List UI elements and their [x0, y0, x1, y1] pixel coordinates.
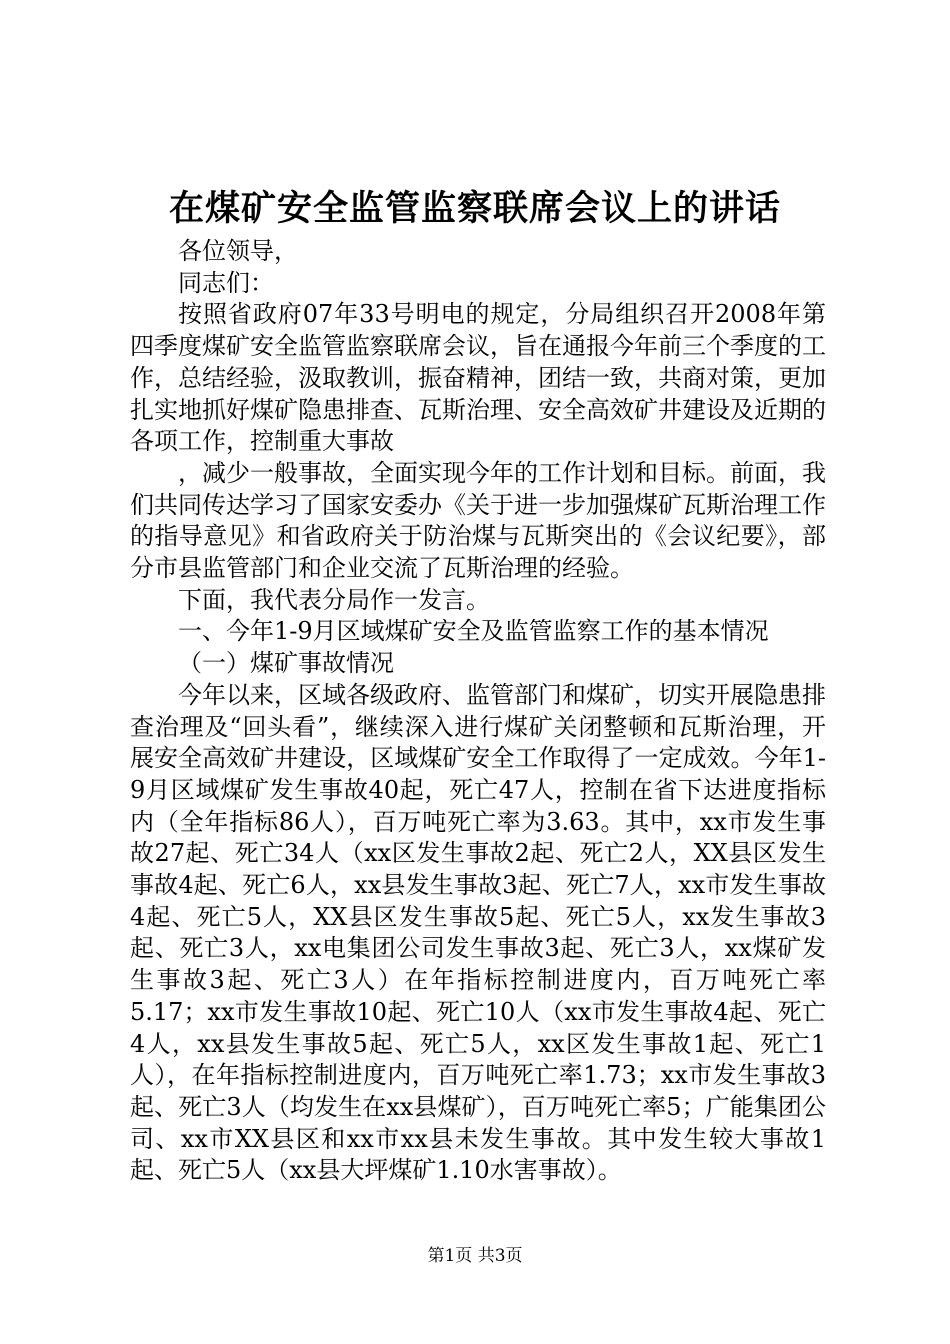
salutation-comrades: 同志们： [178, 268, 274, 297]
salutation-leaders: 各位领导， [178, 237, 298, 265]
document-title: 在煤矿安全监管监察联席会议上的讲话 [168, 188, 781, 229]
paragraph-transition: 下面，我代表分局作一发言。 [178, 585, 490, 614]
paragraph-continuation: ，减少一般事故，全面实现今年的工作计划和目标。前面，我们共同传达学习了国家安委办《关于进一步加强煤矿瓦斯治理工作的指导意见》和省政府关于防治煤与瓦斯突出的《会议纪要》，部分市县监管部门和企业交流了瓦斯治理的经验。 [130, 458, 826, 583]
section-heading-1: 一、今年1-9月区域煤矿安全及监管监察工作的基本情况 [178, 617, 769, 646]
paragraph-accident-stats: 今年以来，区域各级政府、监管部门和煤矿，切实开展隐患排查治理及“回头看”，继续深入进行煤矿关闭整顿和瓦斯治理，开展安全高效矿井建设，区域煤矿安全工作取得了一定成效。今年1-9月区域煤矿发生事故40起，死亡47人，控制在省下达进度指标内（全年指标86人），百万吨死亡率为3.63。其中，xx市发生事故27起、死亡34人（xx区发生事故2起、死亡2人，XX县区发生事故4起、死亡6人，xx县发生事故3起、死亡7人，xx市发生事故4起、死亡5人，XX县区发生事故5起、死亡5人，xx发生事故3起、死亡3人，xx电集团公司发生事故3起、死亡3人，xx煤矿发生事故3起、死亡3人）在年指标控制进度内，百万吨死亡率5.17；xx市发生事故10起、死亡10人（xx市发生事故4起、死亡4人，xx县发生事故5起、死亡5人，xx区发生事故1起、死亡1人），在年指标控制进度内，百万吨死亡率1.73；xx市发生事故3起、死亡3人（均发生在xx县煤矿），百万吨死亡率5；广能集团公司、xx市XX县区和xx市xx县未发生事故。其中发生较大事故1起、死亡5人（xx县大坪煤矿1.10水害事故）。 [130, 680, 826, 1185]
page-footer: 第1页 共3页 [427, 1246, 523, 1266]
subsection-heading-1: （一）煤矿事故情况 [178, 649, 394, 678]
paragraph-intro: 按照省政府07年33号明电的规定，分局组织召开2008年第四季度煤矿安全监管监察联席会议，旨在通报今年前三个季度的工作，总结经验，汲取教训，振奋精神，团结一致，共商对策，更加扎实地抓好煤矿隐患排查、瓦斯治理、安全高效矿井建设及近期的各项工作，控制重大事故 [130, 300, 826, 456]
document-body [130, 236, 826, 1187]
